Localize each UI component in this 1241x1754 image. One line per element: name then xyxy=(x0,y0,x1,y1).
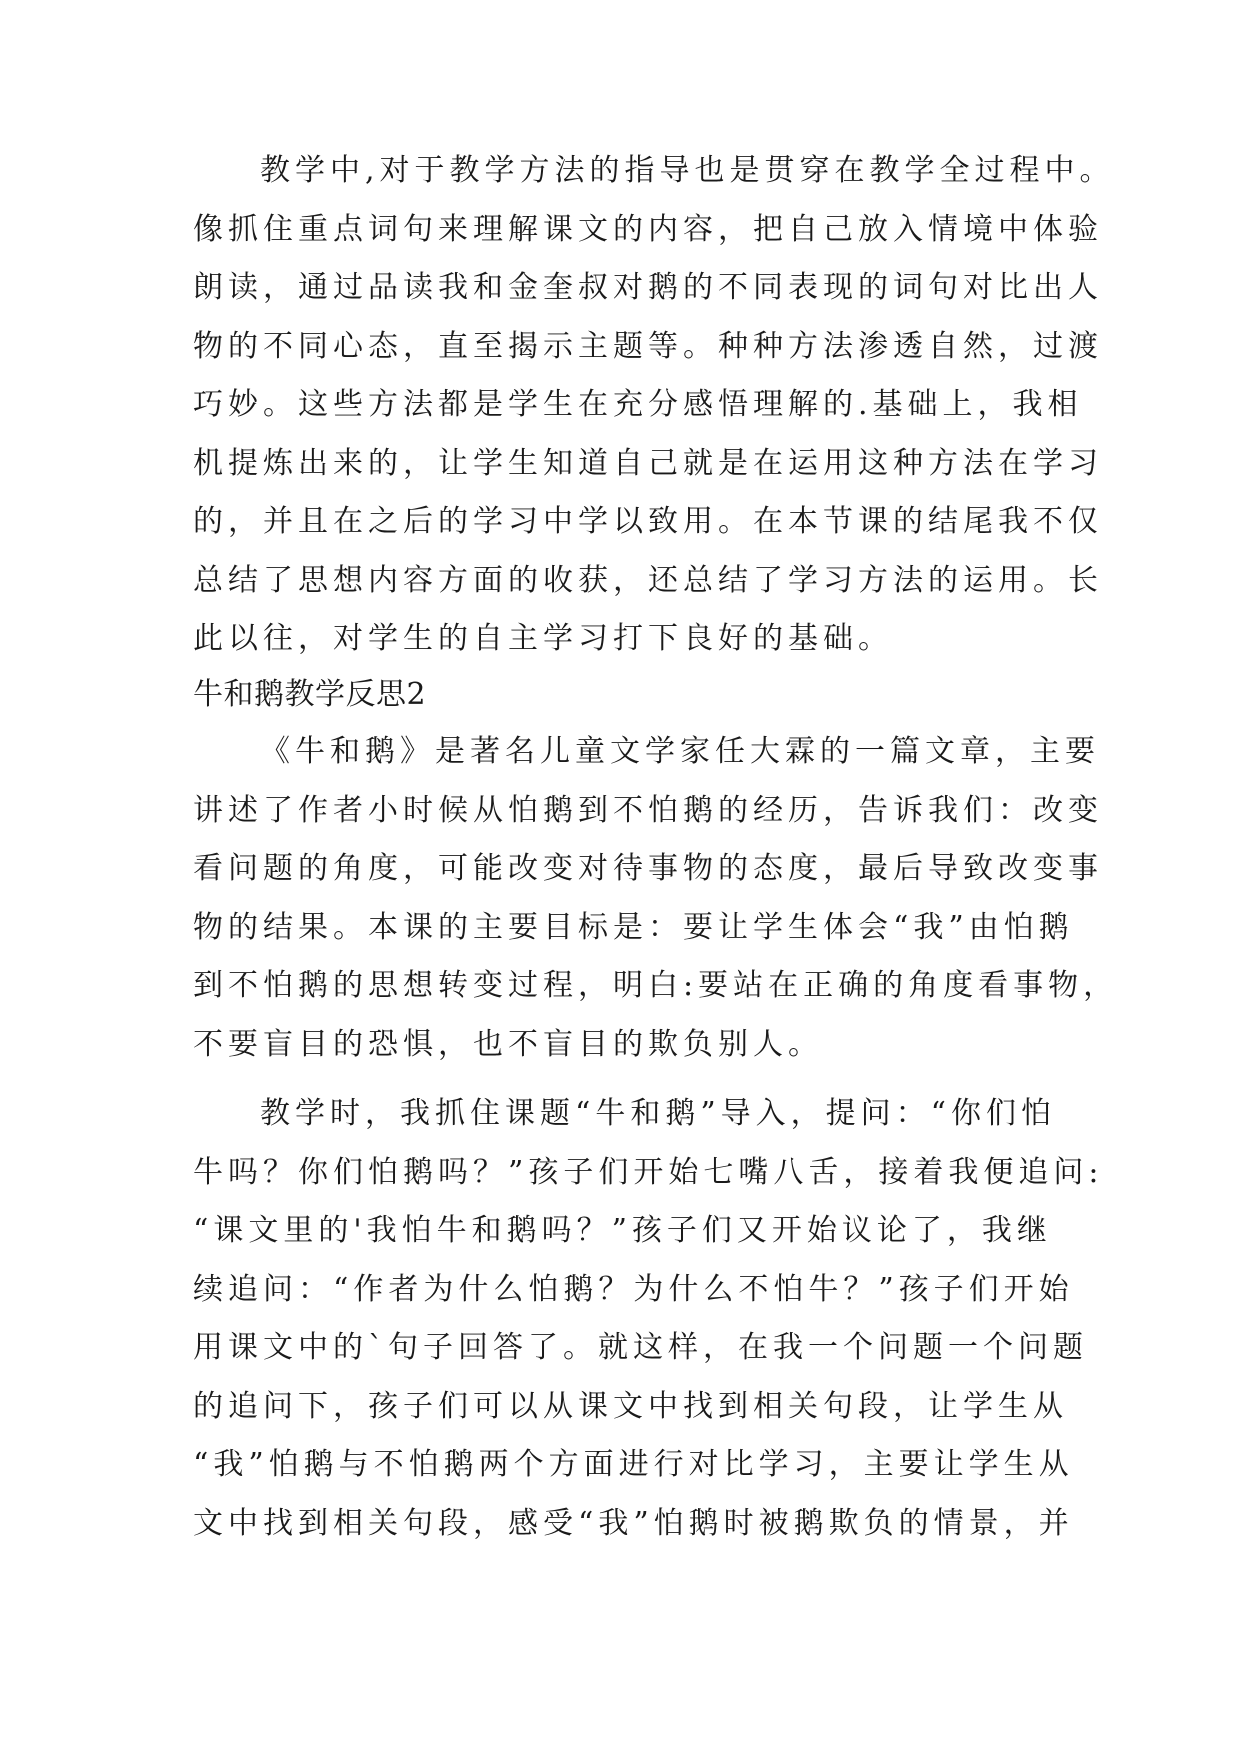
paragraph-line: 文中找到相关句段，感受“我”怕鹅时被鹅欺负的情景，并 xyxy=(193,1506,1074,1541)
paragraph-line: 像抓住重点词句来理解课文的内容，把自己放入情境中体验 xyxy=(193,212,1103,247)
paragraph-line: 的，并且在之后的学习中学以致用。在本节课的结尾我不仅 xyxy=(193,504,1103,539)
paragraph-line: 《牛和鹅》是著名儿童文学家任大霖的一篇文章，主要 xyxy=(260,734,1100,769)
section-heading: 牛和鹅教学反思2 xyxy=(193,677,427,712)
paragraph-line: 物的不同心态，直至揭示主题等。种种方法渗透自然，过渡 xyxy=(193,329,1103,364)
paragraph-line: 用课文中的`句子回答了。就这样，在我一个问题一个问题 xyxy=(193,1330,1088,1365)
paragraph-line: 牛吗？你们怕鹅吗？”孩子们开始七嘴八舌，接着我便追问: xyxy=(193,1155,1104,1190)
paragraph-line: “课文里的'我怕牛和鹅吗？”孩子们又开始议论了，我继 xyxy=(193,1213,1052,1248)
paragraph-line: 到不怕鹅的思想转变过程，明白:要站在正确的角度看事物， xyxy=(193,968,1119,1003)
paragraph-line: 讲述了作者小时候从怕鹅到不怕鹅的经历，告诉我们：改变 xyxy=(193,793,1103,828)
paragraph-line: 机提炼出来的，让学生知道自己就是在运用这种方法在学习 xyxy=(193,446,1103,481)
paragraph-line: 不要盲目的恐惧，也不盲目的欺负别人。 xyxy=(193,1027,823,1062)
paragraph-line: 教学时，我抓住课题“牛和鹅”导入，提问：“你们怕 xyxy=(260,1096,1057,1131)
paragraph-line: 的追问下，孩子们可以从课文中找到相关句段，让学生从 xyxy=(193,1389,1068,1424)
paragraph-line: “我”怕鹅与不怕鹅两个方面进行对比学习，主要让学生从 xyxy=(193,1447,1074,1482)
paragraph-line: 续追问：“作者为什么怕鹅？为什么不怕牛？”孩子们开始 xyxy=(193,1272,1074,1307)
paragraph-line: 教学中,对于教学方法的指导也是贯穿在教学全过程中。 xyxy=(260,153,1115,188)
paragraph-line: 总结了思想内容方面的收获，还总结了学习方法的运用。长 xyxy=(193,563,1103,598)
paragraph-line: 物的结果。本课的主要目标是：要让学生体会“我”由怕鹅 xyxy=(193,910,1074,945)
paragraph-line: 看问题的角度，可能改变对待事物的态度，最后导致改变事 xyxy=(193,851,1103,886)
paragraph-line: 朗读，通过品读我和金奎叔对鹅的不同表现的词句对比出人 xyxy=(193,270,1103,305)
paragraph-line: 巧妙。这些方法都是学生在充分感悟理解的.基础上，我相 xyxy=(193,387,1083,422)
paragraph-line: 此以往，对学生的自主学习打下良好的基础。 xyxy=(193,621,893,656)
